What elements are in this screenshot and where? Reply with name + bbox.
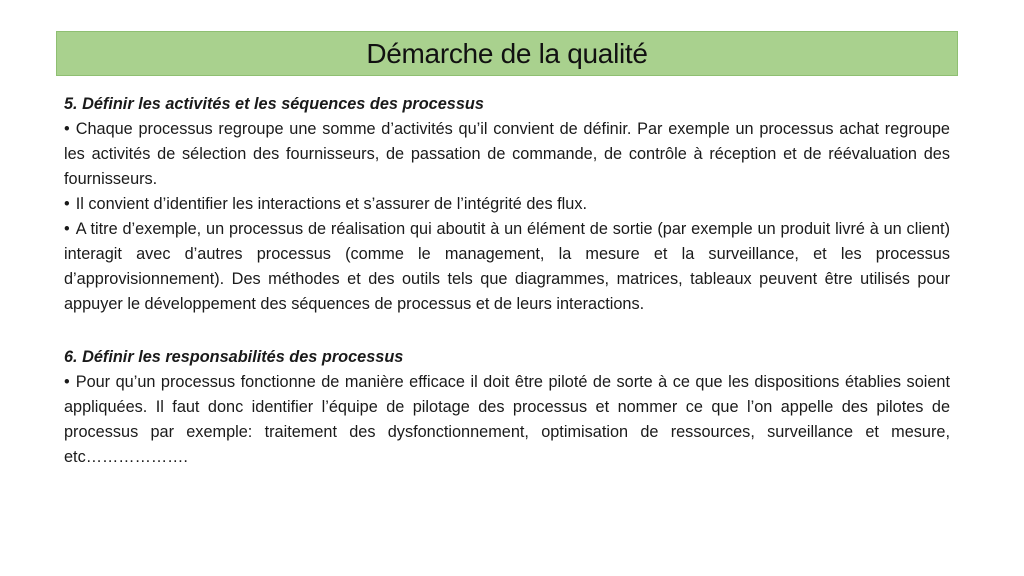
bullet-text: Pour qu’un processus fonctionne de manière efficace il doit être piloté de sorte à ce que les dispositions établies soient appliquées. Il faut donc identifier l’équipe de pilotage des processus et nommer ce que l’on appelle des pilotes de processus par exemple: traitement des dysfonctionnement, optimisation de ressources, surveillance et mesure, etc……………….: [64, 373, 950, 466]
bullet-dot: •: [64, 373, 70, 391]
bullet-item: [64, 370, 950, 470]
slide-title-bar: [56, 31, 958, 76]
bullet-text: A titre d’exemple, un processus de réalisation qui aboutit à un élément de sortie (par exemple un produit livré à un client) interagit avec d’autres processus (comme le management, la mesure et la surveillance, et les processus d’approvisionnement). Des méthodes et des outils tels que diagrammes, matrices, tableaux peuvent être utilisés pour appuyer le développement des séquences de processus et de leurs interactions.: [64, 220, 950, 313]
bullet-text: Il convient d’identifier les interactions et s’assurer de l’intégrité des flux.: [75, 195, 588, 213]
bullet-item: [64, 117, 950, 192]
slide-title: Démarche de la qualité: [366, 37, 648, 69]
bullet-dot: •: [64, 195, 70, 213]
bullet-dot: •: [64, 120, 70, 138]
section-heading-5: 5. Définir les activités et les séquences des processus: [64, 95, 484, 113]
bullet-item: [64, 192, 950, 217]
slide-content: [64, 92, 950, 470]
section-heading-6: 6. Définir les responsabilités des processus: [64, 348, 404, 366]
bullet-text: Chaque processus regroupe une somme d’activités qu’il convient de définir. Par exemple un processus achat regroupe les activités de sélection des fournisseurs, de passation de commande, de contrôle à réception et de réévaluation des fournisseurs.: [64, 120, 950, 188]
bullet-item: [64, 217, 950, 317]
section-gap: [64, 317, 950, 345]
bullet-dot: •: [64, 220, 70, 238]
